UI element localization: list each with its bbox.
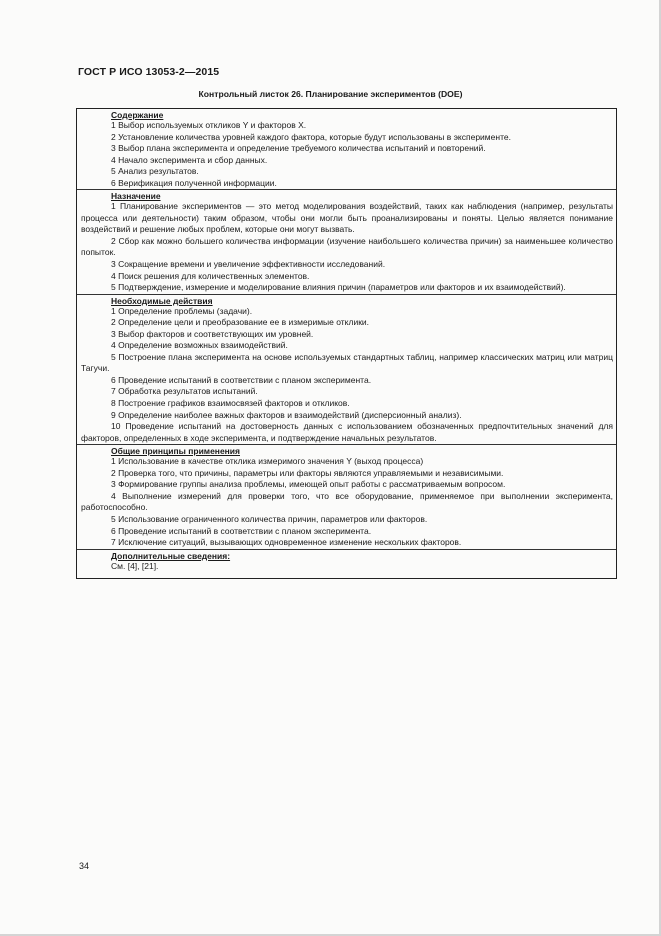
list-item: 7 Исключение ситуаций, вызывающих одновременное изменение нескольких факторов. [111,537,462,548]
list-item: 4 Начало эксперимента и сбор данных. [111,154,268,165]
list-item: 2 Установление количества уровней каждого фактора, которые будут использованы в эксперименте. [111,131,511,142]
list-item: 2 Сбор как можно большего количества информации (изучение наибольшего количества причин) за наименьшее количество попыток. [81,235,613,258]
checklist-title: Контрольный листок 26. Планирование экспериментов (DOE) [198,89,463,99]
list-item: 5 Анализ результатов. [111,166,199,177]
section-heading: Содержание [111,110,164,120]
list-item: 1 Определение проблемы (задачи). [111,305,253,316]
list-item: 2 Проверка того, что причины, параметры или факторы являются управляемыми и независимыми. [111,467,504,478]
list-item: 3 Формирование группы анализа проблемы, имеющей опыт работы с рассматриваемым вопросом. [111,479,506,490]
section-general-principles [77,445,616,549]
list-item: 1 Выбор используемых откликов Y и факторов X. [111,120,307,130]
list-item: 1 Использование в качестве отклика измеримого значения Y (выход процесса) [111,456,424,467]
list-item: 3 Выбор плана эксперимента и определение требуемого количества испытаний и повторений. [111,143,486,154]
section-heading: Общие принципы применения [111,446,240,457]
list-item: 7 Обработка результатов испытаний. [111,386,258,397]
list-item: 3 Выбор факторов и соответствующих им уровней. [111,328,314,339]
list-item: 4 Выполнение измерений для проверки того, что все оборудование, применяемое при выполнении эксперимента, работоспособно. [81,490,613,513]
list-item: 6 Верификация полученной информации. [111,177,277,188]
section-content [77,109,616,190]
section-heading: Назначение [111,191,161,202]
section-required-actions [77,295,616,446]
list-item: 3 Сокращение времени и увеличение эффективности исследований. [111,259,386,270]
list-item: 5 Подтверждение, измерение и моделирование влияния причин (параметров или факторов и их взаимодействий). [111,282,566,293]
list-item: 5 Использование ограниченного количества причин, параметров или факторов. [111,513,428,524]
list-item: 4 Поиск решения для количественных элементов. [111,270,310,281]
list-item: 1 Планирование экспериментов — это метод моделирования воздействий, таких как наблюдения (например, результаты процесса или деятельности) таким образом, чтобы они могли быть проанализированы и поняты. Целью является понимание воздействий и решение любых проблем, которые они могут вызвать. [81,201,613,235]
list-item: 4 Определение возможных взаимодействий. [111,340,288,351]
list-item: 5 Построение плана эксперимента на основе используемых стандартных таблиц, например классических матриц или матриц Тагучи. [81,351,613,374]
standard-designation: ГОСТ Р ИСО 13053-2—2015 [78,66,220,78]
list-item: 6 Проведение испытаний в соответствии с планом эксперимента. [111,374,372,385]
section-purpose [77,190,616,294]
list-item: 9 Определение наиболее важных факторов и взаимодействий (дисперсионный анализ). [111,409,462,420]
checklist-table [76,108,617,579]
section-additional-info [77,550,616,579]
list-item: 6 Проведение испытаний в соответствии с планом эксперимента. [111,525,372,536]
reference-item: См. [4], [21]. [111,560,159,571]
list-item: 10 Проведение испытаний на достоверность данных с использованием обозначенных предпочтительных значений для факторов, определенных в ходе эксперимента, и подтверждение начальных результатов. [81,421,613,443]
list-item: 8 Построение графиков взаимосвязей факторов и откликов. [111,398,350,409]
page-number: 34 [79,861,90,871]
list-item: 2 Определение цели и преобразование ее в измеримые отклики. [111,317,370,328]
section-heading: Дополнительные сведения: [111,550,231,561]
section-heading: Необходимые действия [111,295,213,306]
